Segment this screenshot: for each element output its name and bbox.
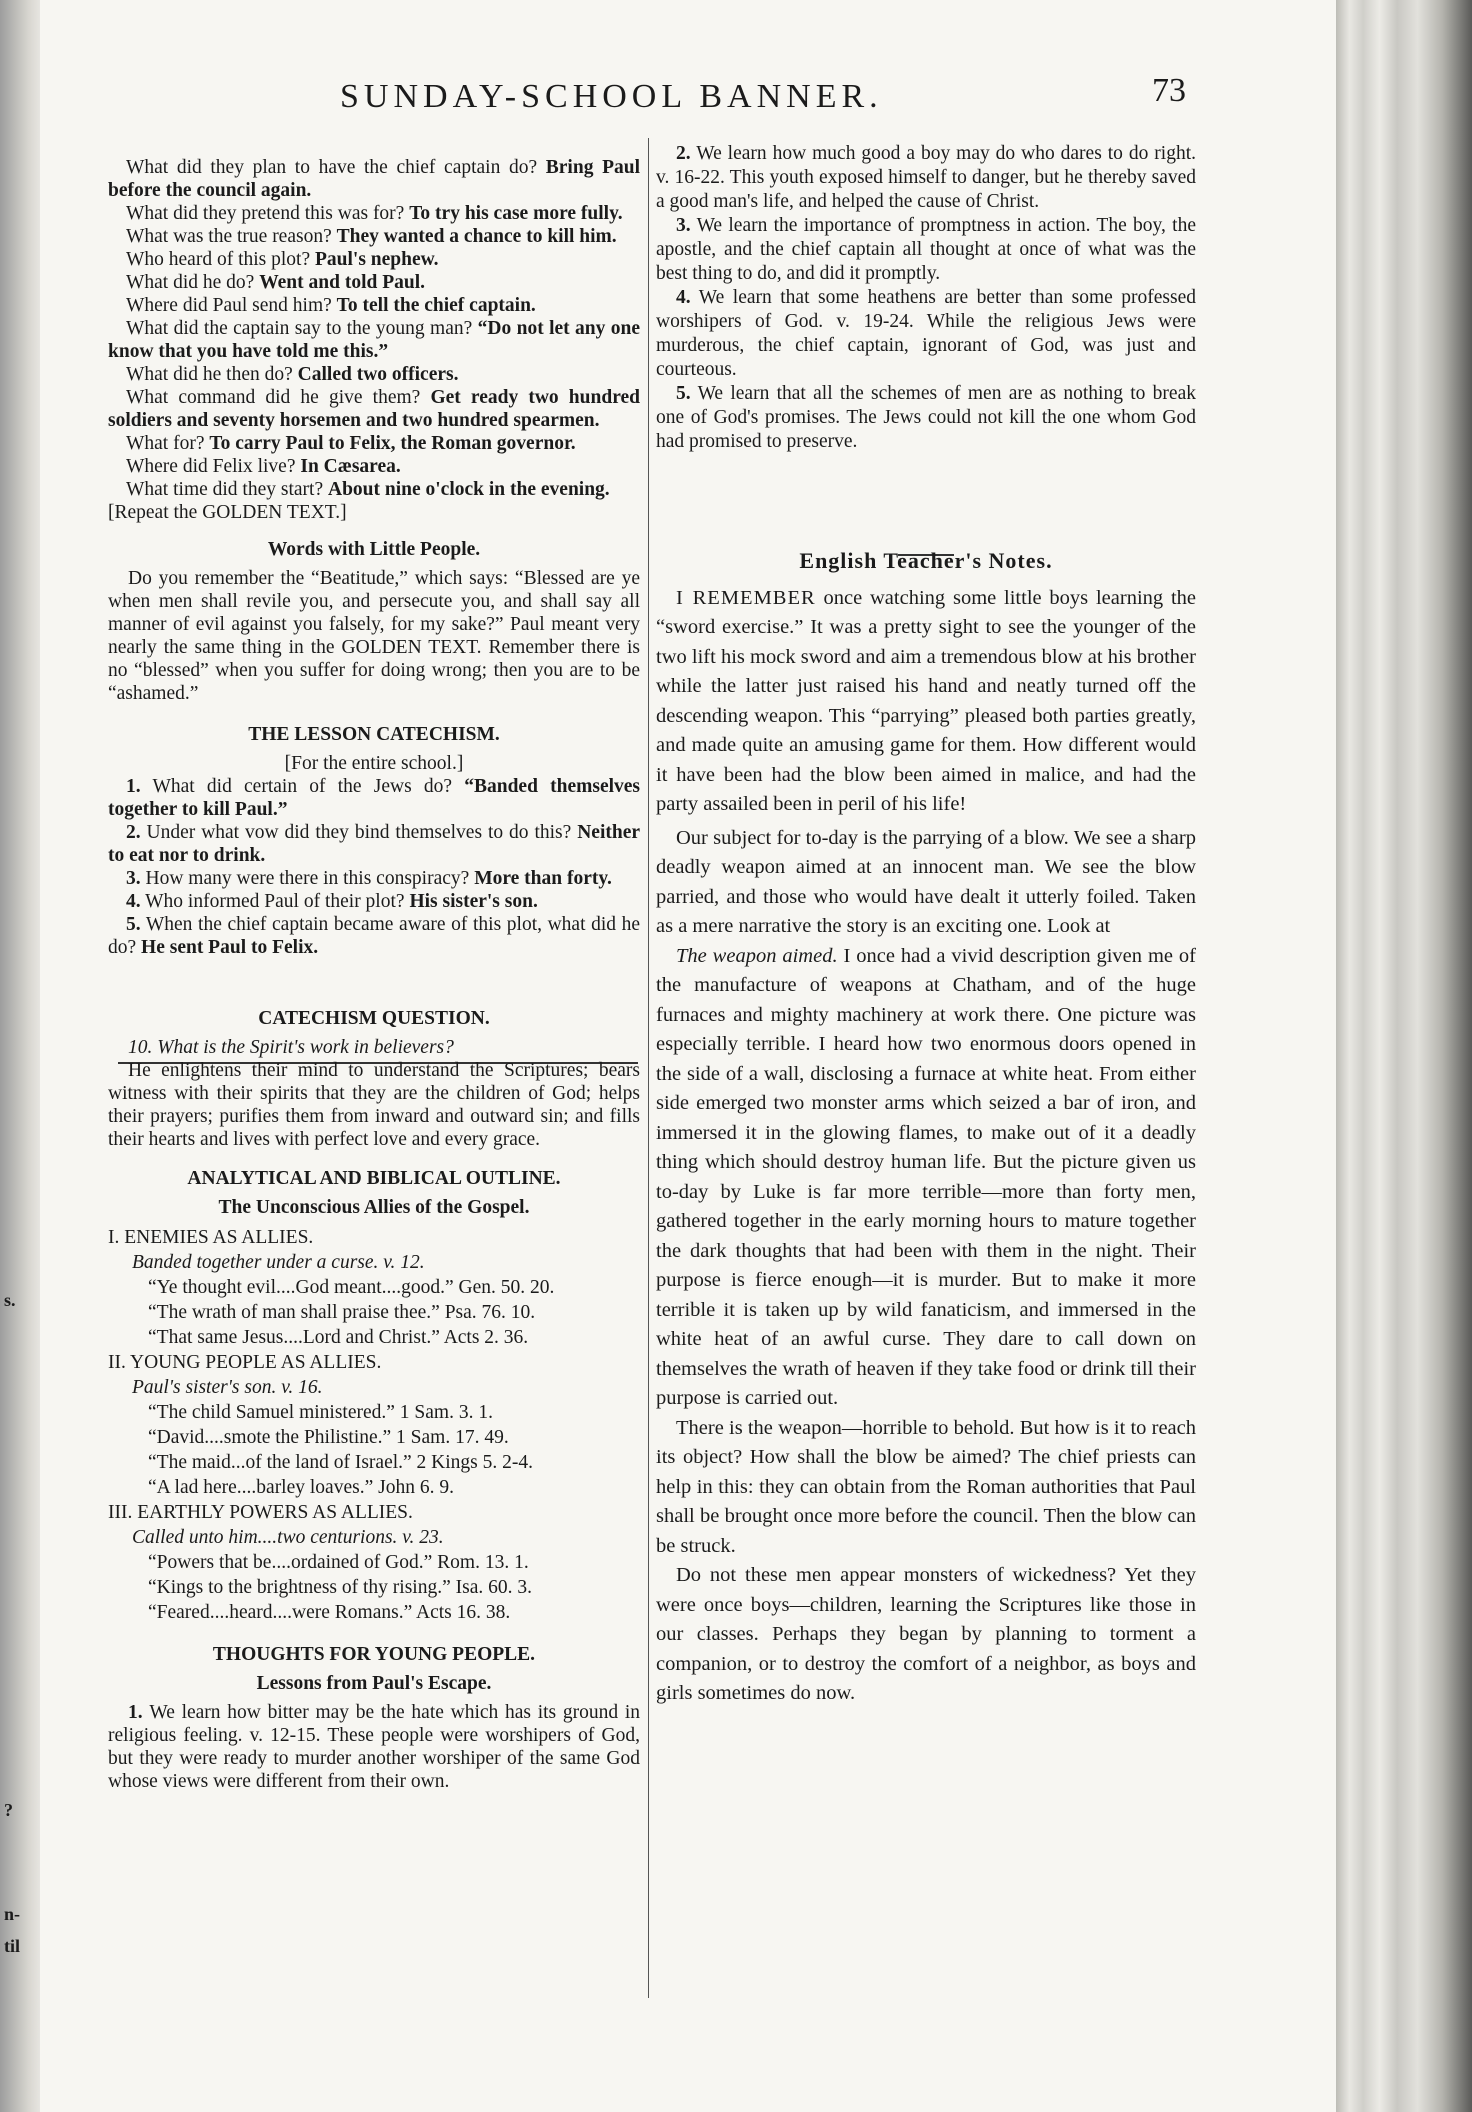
qa-answer: Paul's nephew. bbox=[315, 249, 439, 270]
catechism-a: His sister's son. bbox=[409, 891, 538, 912]
catechism-subtitle: [For the entire school.] bbox=[284, 753, 464, 774]
outline-line: “Feared....heard....were Romans.” Acts 16. 38. bbox=[148, 1602, 511, 1623]
running-header: SUNDAY-SCHOOL BANNER. bbox=[340, 78, 883, 115]
qa-question: What was the true reason? bbox=[126, 226, 332, 247]
qa-question: What time did they start? bbox=[126, 479, 324, 500]
catechism-heading: THE LESSON CATECHISM. bbox=[248, 724, 500, 745]
outline-line: “The maid...of the land of Israel.” 2 Kings 5. 2-4. bbox=[148, 1452, 534, 1473]
thoughts-list bbox=[656, 142, 1196, 454]
qa-item bbox=[108, 432, 640, 455]
outline-list bbox=[108, 1225, 640, 1625]
outline-line: I. ENEMIES AS ALLIES. bbox=[108, 1227, 314, 1248]
review-qa-list bbox=[108, 156, 640, 501]
margin-fragment: s. bbox=[4, 1290, 16, 1310]
catechism-a: Neither to eat nor to drink. bbox=[108, 822, 641, 866]
outline-heading: ANALYTICAL AND BIBLICAL OUTLINE. bbox=[187, 1168, 561, 1189]
notes-paragraph: I REMEMBER once watching some little boys learning the “sword exercise.” It was a pretty sight to see the younger of the two lift his mock sword and aim a tremendous blow at his brother while the latter just raised his hand and neatly turned off the descending weapon. This “parrying” pleased both parties greatly, and made quite an amusing game for them. How different would it have been had the blow been aimed in malice, and had the party assailed been in peril of his life! bbox=[656, 586, 1196, 815]
catechism-q: Who informed Paul of their plot? bbox=[145, 891, 405, 912]
margin-fragment: til bbox=[4, 1936, 20, 1956]
thought-text: We learn that some heathens are better than some professed worshipers of God. v. 19-24. While the religious Jews were murderous, the chief captain, ignorant of God, was just and courteous. bbox=[656, 287, 1196, 380]
catechism-list bbox=[108, 775, 640, 959]
thought-number: 4. bbox=[676, 287, 691, 308]
qa-answer: About nine o'clock in the evening. bbox=[327, 479, 610, 500]
catechism-number: 2. bbox=[126, 822, 141, 843]
outline-line: “David....smote the Philistine.” 1 Sam. 17. 49. bbox=[148, 1427, 509, 1448]
catechism-q: When the chief captain became aware of this plot, what did he do? bbox=[108, 914, 640, 958]
qa-item bbox=[108, 248, 640, 271]
qa-answer: “Do not let any one know that you have told me this.” bbox=[108, 318, 641, 362]
catechism-item bbox=[108, 913, 640, 959]
catechism-a: He sent Paul to Felix. bbox=[141, 937, 319, 958]
outline-line: “Kings to the brightness of thy rising.” Isa. 60. 3. bbox=[148, 1577, 532, 1598]
thoughts-heading: THOUGHTS FOR YOUNG PEOPLE. bbox=[212, 1644, 536, 1665]
catechism-item bbox=[108, 821, 640, 867]
catechism-question: 10. What is the Spirit's work in believers? bbox=[128, 1037, 454, 1058]
thought-item bbox=[656, 382, 1196, 454]
outline-line: Paul's sister's son. v. 16. bbox=[132, 1377, 323, 1398]
qa-answer: Went and told Paul. bbox=[259, 272, 426, 293]
margin-fragment: ? bbox=[4, 1800, 13, 1820]
catechism-number: 1. bbox=[126, 776, 141, 797]
thought-item: 1. We learn how bitter may be the hate which has its ground in religious feeling. v. 12-15. These people were worshipers of God, but they were ready to murder another worshiper of the same God whose views were different from their own. bbox=[108, 1702, 641, 1792]
notes-paragraph: Do not these men appear monsters of wickedness? Yet they were once boys—children, learning the Scriptures like those in our classes. Perhaps they began by planning to torment a companion, or to destroy the comfort of a neighbor, as boys and girls sometimes do now. bbox=[656, 1564, 1196, 1704]
notes-paragraph: The weapon aimed. I once had a vivid description given me of the manufacture of weapons at Chatham, and of the huge furnaces and mighty machinery at work there. One picture was especially terrible. I heard how two enormous doors opened in the side of a wall, disclosing a furnace at white heat. From either side emerged two monster arms which seized a bar of iron, and immersed it in the glowing flames, to make out of it a deadly thing which should destroy human life. But the picture given us to-day by Luke is far more terrible—more than forty men, gathered together in the early morning hours to mature together the dark thoughts that had been with them in the night. Their purpose is fierce enough—it is murder. But to make it more terrible it is taken up by wild fanaticism, and immersed in the white heat of an awful curse. They dare to call down on themselves the wrath of heaven if they take food or drink till their purpose is carried out. bbox=[656, 944, 1196, 1409]
qa-question: What command did he give them? bbox=[126, 387, 421, 408]
outline-line: Banded together under a curse. v. 12. bbox=[132, 1252, 425, 1273]
qa-question: Who heard of this plot? bbox=[126, 249, 311, 270]
qa-item bbox=[108, 271, 640, 294]
catechism-q: What did certain of the Jews do? bbox=[152, 776, 453, 797]
qa-item bbox=[108, 317, 640, 363]
qa-item bbox=[108, 363, 640, 386]
thought-number: 5. bbox=[676, 383, 691, 404]
qa-answer: Bring Paul before the council again. bbox=[108, 157, 640, 201]
qa-answer: They wanted a chance to kill him. bbox=[336, 226, 617, 247]
qa-item bbox=[108, 294, 640, 317]
outline-line: “Powers that be....ordained of God.” Rom. 13. 1. bbox=[148, 1552, 529, 1573]
outline-line: III. EARTHLY POWERS AS ALLIES. bbox=[108, 1502, 413, 1523]
words-text: Do you remember the “Beatitude,” which says: “Blessed are ye when men shall revile you, and persecute you, and shall say all manner of evil against you falsely, for my sake?” Paul meant very nearly the same thing in the GOLDEN TEXT. Remember there is no “blessed” when you suffer for doing wrong; then you are to be “ashamed.” bbox=[108, 568, 640, 704]
catechism-q: How many were there in this conspiracy? bbox=[145, 868, 470, 889]
catechism-q: Under what vow did they bind themselves to do this? bbox=[146, 822, 572, 843]
catechism-answer: He enlightens their mind to understand the Scriptures; bears witness with their spirits that they are the children of God; helps their prayers; purifies them from inward and outward sin; and fills their hearts and lives with perfect love and every grace. bbox=[108, 1060, 640, 1150]
catechism-a: More than forty. bbox=[474, 868, 612, 889]
margin-fragment: n- bbox=[4, 1904, 21, 1924]
notes-paragraph: There is the weapon—horrible to behold. But how is it to reach its object? How shall the blow be aimed? The chief priests can help in this: they can obtain from the Roman authorities that Paul shall be brought once more before the council. Then the blow can be struck. bbox=[656, 1416, 1196, 1557]
outline-line: “Ye thought evil....God meant....good.” Gen. 50. 20. bbox=[148, 1277, 555, 1298]
repeat-note: [Repeat the GOLDEN TEXT.] bbox=[108, 502, 347, 523]
qa-answer: Get ready two hundred soldiers and seventy horsemen and two hundred spearmen. bbox=[108, 387, 640, 431]
catechism-number: 5. bbox=[126, 914, 141, 935]
qa-question: What did they plan to have the chief captain do? bbox=[126, 157, 538, 178]
catechism-a: “Banded themselves together to kill Paul.” bbox=[108, 776, 641, 820]
outline-subtitle: The Unconscious Allies of the Gospel. bbox=[218, 1197, 530, 1218]
page-number: 73 bbox=[1152, 72, 1186, 109]
thought-number: 2. bbox=[676, 143, 691, 164]
qa-question: What for? bbox=[126, 433, 205, 454]
qa-question: What did he do? bbox=[126, 272, 255, 293]
qa-item bbox=[108, 156, 640, 202]
left-column bbox=[108, 156, 640, 1793]
qa-item bbox=[108, 202, 640, 225]
thought-text: We learn how much good a boy may do who dares to do right. v. 16-22. This youth exposed himself to danger, but he thereby saved a good man's life, and helped the cause of Christ. bbox=[656, 143, 1197, 212]
catechism-item bbox=[108, 775, 640, 821]
outline-line: Called unto him....two centurions. v. 23. bbox=[132, 1527, 444, 1548]
qa-item bbox=[108, 478, 640, 501]
qa-question: What did he then do? bbox=[126, 364, 293, 385]
right-column bbox=[656, 142, 1196, 1709]
outline-line: “The wrath of man shall praise thee.” Psa. 76. 10. bbox=[148, 1302, 536, 1323]
notes-heading: English Teacher's Notes. bbox=[799, 548, 1053, 573]
outline-line: II. YOUNG PEOPLE AS ALLIES. bbox=[108, 1352, 382, 1373]
qa-answer: In Cæsarea. bbox=[300, 456, 401, 477]
qa-answer: Called two officers. bbox=[297, 364, 459, 385]
qa-answer: To tell the chief captain. bbox=[336, 295, 536, 316]
thought-text: We learn the importance of promptness in action. The boy, the apostle, and the chief captain all thought at once of what was the best thing to do, and did it promptly. bbox=[656, 215, 1196, 284]
catechism-question-heading: CATECHISM QUESTION. bbox=[258, 1008, 490, 1029]
qa-answer: To try his case more fully. bbox=[409, 203, 623, 224]
thought-text: We learn that all the schemes of men are as nothing to break one of God's promises. The Jews could not kill the one whom God had promised to preserve. bbox=[656, 383, 1196, 452]
qa-question: What did the captain say to the young man? bbox=[126, 318, 473, 339]
qa-question: What did they pretend this was for? bbox=[126, 203, 405, 224]
outline-line: “The child Samuel ministered.” 1 Sam. 3. 1. bbox=[148, 1402, 493, 1423]
notes-paragraph: Our subject for to-day is the parrying of a blow. We see a sharp deadly weapon aimed at an innocent man. We see the blow parried, and those who would have dealt it utterly foiled. Taken as a mere narrative the story is an exciting one. Look at bbox=[656, 826, 1196, 937]
thought-number: 3. bbox=[676, 215, 691, 236]
column-divider bbox=[648, 138, 649, 1998]
qa-question: Where did Felix live? bbox=[126, 456, 296, 477]
qa-item bbox=[108, 386, 640, 432]
qa-item bbox=[108, 225, 640, 248]
book-spine bbox=[1336, 0, 1472, 2112]
outline-line: “A lad here....barley loaves.” John 6. 9. bbox=[148, 1477, 454, 1498]
outline-line: “That same Jesus....Lord and Christ.” Acts 2. 36. bbox=[148, 1327, 529, 1348]
qa-question: Where did Paul send him? bbox=[126, 295, 332, 316]
catechism-item bbox=[108, 867, 640, 890]
thought-item bbox=[656, 286, 1196, 382]
qa-item bbox=[108, 455, 640, 478]
qa-answer: To carry Paul to Felix, the Roman governor. bbox=[209, 433, 576, 454]
catechism-number: 3. bbox=[126, 868, 141, 889]
thought-item bbox=[656, 142, 1196, 214]
words-heading: Words with Little People. bbox=[267, 539, 481, 560]
catechism-number: 4. bbox=[126, 891, 141, 912]
catechism-item bbox=[108, 890, 640, 913]
thoughts-subtitle: Lessons from Paul's Escape. bbox=[256, 1673, 492, 1694]
thought-item bbox=[656, 214, 1196, 286]
